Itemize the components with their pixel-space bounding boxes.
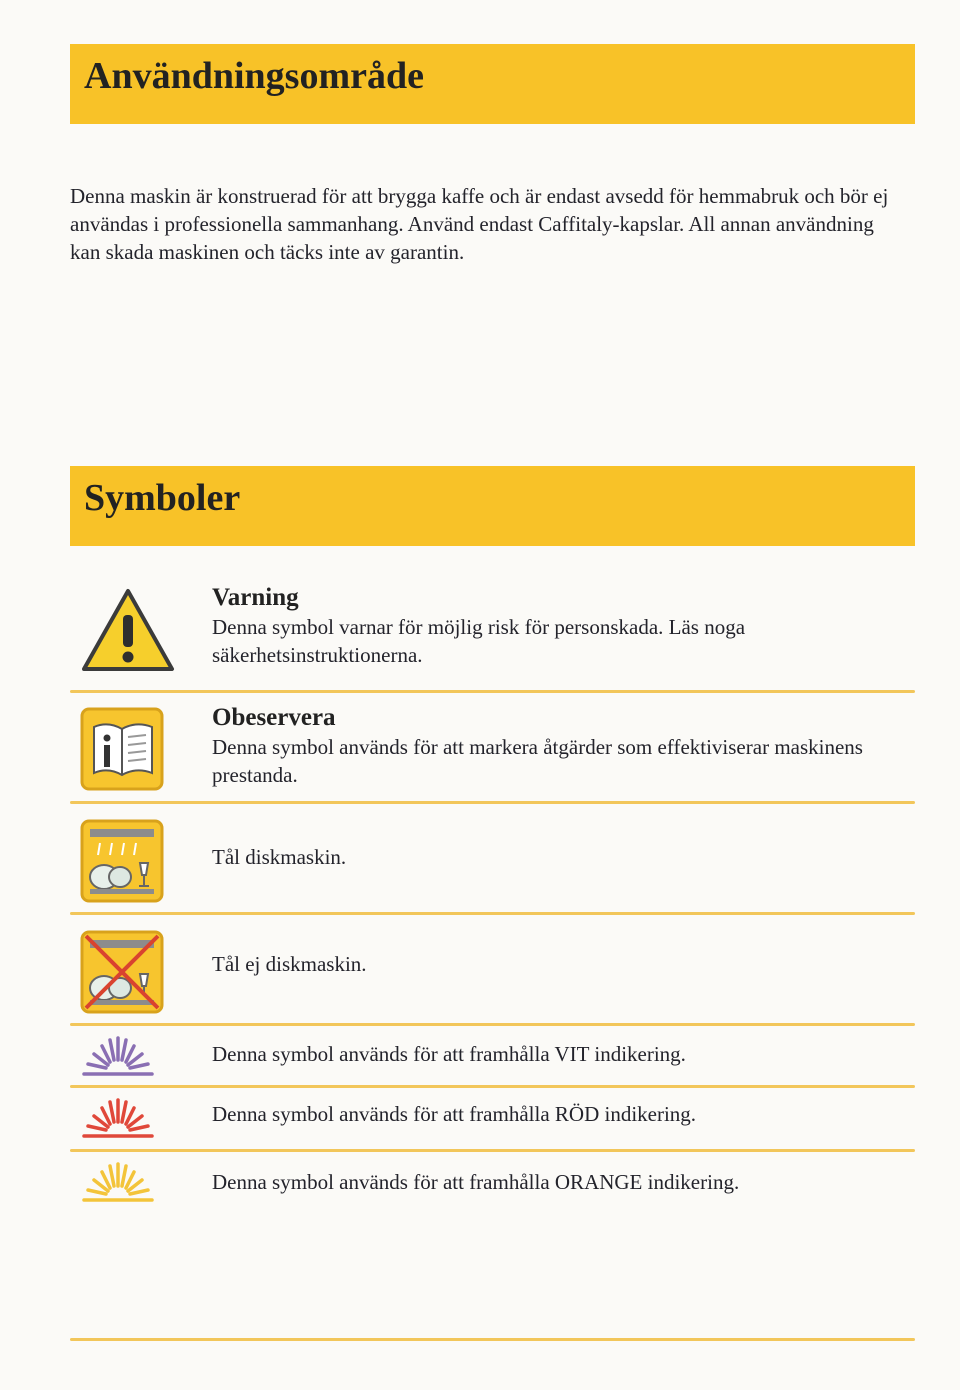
dishwasher-safe-text: Tål diskmaskin.: [212, 845, 347, 869]
dishwasher-unsafe-icon: [80, 930, 190, 1016]
usage-banner: [70, 44, 915, 124]
usage-title: Användningsområde: [84, 55, 424, 97]
symbol-row-orange-indicator: [70, 1158, 915, 1210]
warning-triangle-icon: [80, 587, 190, 677]
symbol-row-dishwasher-unsafe: [70, 926, 915, 1021]
white-indicator-icon: [80, 1032, 190, 1082]
symbol-row-observe: [70, 703, 915, 803]
divider: [70, 1085, 915, 1088]
symbol-row-warning: [70, 583, 915, 688]
warning-heading: Varning: [212, 584, 299, 611]
orange-indicator-icon: [80, 1158, 190, 1208]
symbols-title: Symboler: [84, 477, 241, 519]
dishwasher-unsafe-text: Tål ej diskmaskin.: [212, 952, 367, 976]
divider: [70, 801, 915, 804]
red-indicator-icon: [80, 1094, 190, 1144]
symbols-banner: [70, 466, 915, 546]
observe-heading: Obeservera: [212, 704, 336, 731]
bottom-divider: [70, 1338, 915, 1341]
symbol-row-white-indicator: [70, 1032, 915, 1084]
orange-indicator-text: Denna symbol används för att framhålla ORANGE indikering.: [212, 1170, 740, 1194]
usage-text: Denna maskin är konstruerad för att brygga kaffe och är endast avsedd för hemmabruk och bör ej användas i professionella sammanhang. Använd endast Caffitaly-kapslar. All annan användning kan skada maskinen och täcks inte av garantin.: [70, 184, 889, 264]
divider: [70, 1023, 915, 1026]
warning-text: Denna symbol varnar för möjlig risk för personskada. Läs noga säkerhetsinstruktionerna.: [212, 615, 746, 667]
divider: [70, 690, 915, 693]
white-indicator-text: Denna symbol används för att framhålla VIT indikering.: [212, 1042, 686, 1066]
symbol-row-red-indicator: [70, 1094, 915, 1146]
info-book-icon: [80, 707, 190, 793]
observe-text: Denna symbol används för att markera åtgärder som effektiviserar maskinens prestanda.: [212, 735, 863, 787]
divider: [70, 912, 915, 915]
dishwasher-safe-icon: [80, 819, 190, 905]
divider: [70, 1149, 915, 1152]
red-indicator-text: Denna symbol används för att framhålla RÖD indikering.: [212, 1102, 697, 1126]
symbol-row-dishwasher-safe: [70, 815, 915, 910]
